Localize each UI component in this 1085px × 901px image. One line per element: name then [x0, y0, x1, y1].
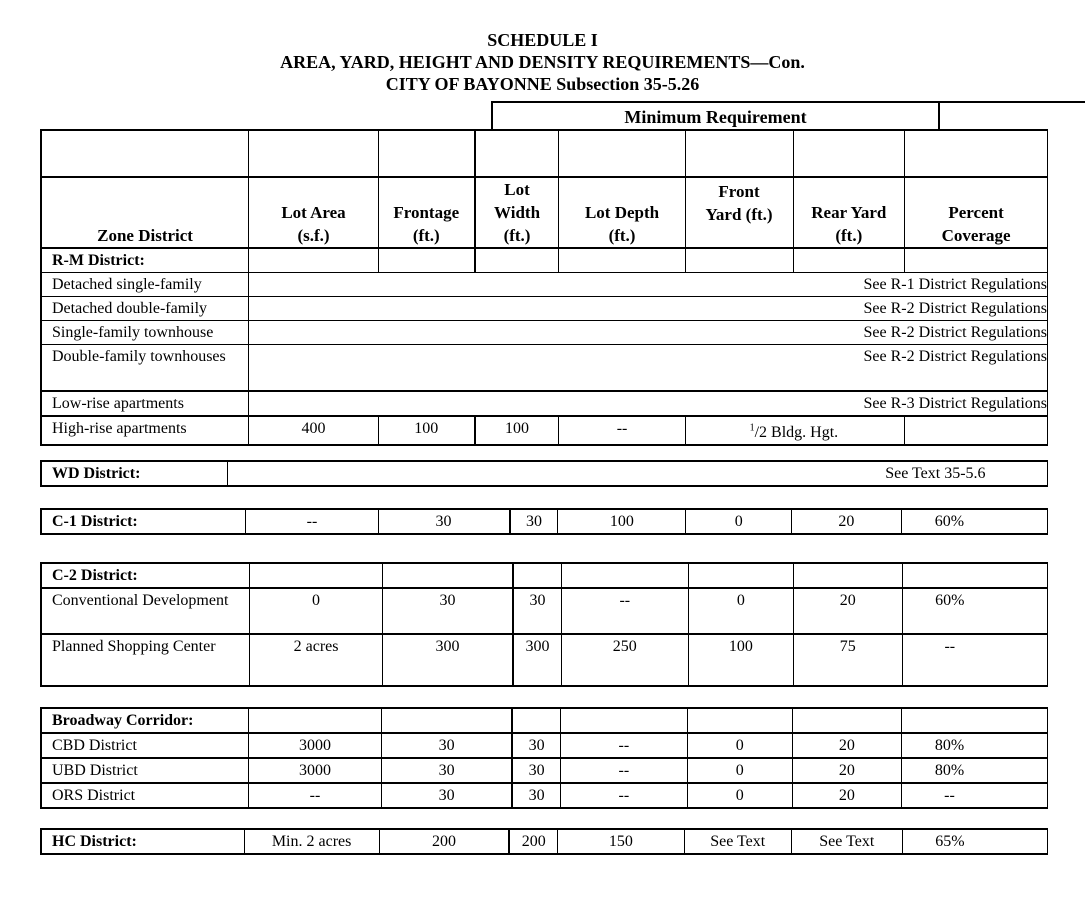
table-row [41, 563, 1048, 588]
table-row [41, 588, 1048, 634]
rear-yard-value: 20 [792, 783, 901, 808]
lot-depth-value: -- [560, 783, 687, 808]
lot-depth-value: -- [561, 588, 688, 634]
table-row [41, 758, 1048, 783]
table-row [41, 829, 1048, 854]
column-header-row [41, 177, 1048, 248]
schedule-subtitle: AREA, YARD, HEIGHT AND DENSITY REQUIREMENTS—Con. [280, 52, 805, 72]
lot-width-value: 30 [510, 509, 558, 534]
coverage-value: -- [902, 783, 1048, 808]
schedule-city: CITY OF BAYONNE Subsection 35-5.26 [385, 74, 700, 94]
c1-district-title: C-1 District: [41, 509, 246, 534]
coverage-value: -- [902, 634, 1047, 686]
row-label: Detached single-family [41, 273, 249, 297]
rear-yard-value: 20 [792, 758, 901, 783]
rear-yard-value: 20 [792, 733, 901, 758]
coverage-value: 60% [901, 509, 1047, 534]
regulation-note: See R-2 District Regulations [249, 297, 1048, 321]
col-lot-width: Lot Width (ft.) [475, 177, 559, 248]
coverage-value: 80% [902, 758, 1048, 783]
c2-district-table [40, 562, 1048, 687]
col-lot-depth: Lot Depth (ft.) [559, 177, 685, 248]
col-front-yard: Front Yard (ft.) [685, 177, 793, 248]
hc-district-table [40, 828, 1048, 855]
schedule-title: SCHEDULE I [487, 30, 598, 50]
lot-area-value: 0 [250, 588, 383, 634]
col-zone-district: Zone District [41, 177, 249, 248]
frontage-value: 30 [381, 758, 512, 783]
regulation-note: See R-1 District Regulations [249, 273, 1048, 297]
lot-depth-value: 150 [558, 829, 684, 854]
rear-yard-value: 20 [794, 588, 903, 634]
lot-area-value: 400 [249, 416, 379, 445]
frontage-value: 30 [382, 588, 513, 634]
table-row [41, 345, 1048, 391]
front-yard-value: 0 [687, 758, 792, 783]
rear-yard-value: 20 [791, 509, 901, 534]
frontage-value: 30 [381, 783, 512, 808]
table-row [41, 416, 1048, 445]
row-label: ORS District [41, 783, 249, 808]
frontage-value: 100 [378, 416, 474, 445]
lot-width-value: 30 [512, 733, 560, 758]
table-row [41, 509, 1048, 534]
front-yard-value: 0 [687, 733, 792, 758]
row-label: Planned Shopping Center [41, 634, 250, 686]
front-yard-value: 0 [688, 588, 793, 634]
frontage-value: 200 [379, 829, 509, 854]
row-label: CBD District [41, 733, 249, 758]
table-row [41, 733, 1048, 758]
lot-area-value: 3000 [249, 758, 382, 783]
col-frontage: Frontage (ft.) [378, 177, 474, 248]
lot-depth-value: -- [560, 733, 687, 758]
lot-width-value: 30 [512, 783, 560, 808]
lot-depth-value: 250 [561, 634, 688, 686]
row-label: Single-family townhouse [41, 321, 249, 345]
c2-district-title: C-2 District: [41, 563, 250, 588]
front-yard-value: See Text [684, 829, 791, 854]
rm-district-title: R-M District: [41, 248, 249, 273]
minimum-requirement-header: Minimum Requirement [491, 101, 940, 130]
coverage-value: 80% [902, 733, 1048, 758]
col-rear-yard: Rear Yard (ft.) [793, 177, 905, 248]
front-yard-value: 0 [687, 783, 792, 808]
coverage-value: 60% [902, 588, 1047, 634]
table-row [41, 297, 1048, 321]
rear-yard-value: 75 [794, 634, 903, 686]
rear-yard-value: See Text [791, 829, 902, 854]
c1-district-table [40, 508, 1048, 535]
col-lot-area: Lot Area (s.f.) [249, 177, 379, 248]
lot-depth-value: 100 [558, 509, 686, 534]
table-row [41, 708, 1048, 733]
lot-width-value: 200 [509, 829, 557, 854]
regulation-note: See R-2 District Regulations [249, 345, 1048, 391]
lot-area-value: Min. 2 acres [244, 829, 379, 854]
blank-header-row [41, 130, 1048, 177]
front-yard-value: $^1$/2 Bldg. Hgt. [685, 416, 905, 445]
table-row [41, 461, 1048, 486]
lot-width-value: 30 [513, 588, 561, 634]
rm-district-table [40, 129, 1048, 446]
wd-district-title: WD District: [41, 461, 228, 486]
coverage-value: 65% [902, 829, 1047, 854]
table-row [41, 321, 1048, 345]
lot-width-value: 100 [475, 416, 559, 445]
table-row [41, 248, 1048, 273]
row-label: UBD District [41, 758, 249, 783]
frontage-value: 30 [381, 733, 512, 758]
lot-width-value: 300 [513, 634, 561, 686]
frontage-value: 300 [382, 634, 513, 686]
table-row [41, 783, 1048, 808]
wd-district-table [40, 460, 1048, 487]
broadway-corridor-table [40, 707, 1048, 809]
regulation-note: See R-2 District Regulations [249, 321, 1048, 345]
frontage-value: 30 [378, 509, 510, 534]
lot-area-value: 3000 [249, 733, 382, 758]
table-row [41, 273, 1048, 297]
table-row [41, 391, 1048, 416]
lot-area-value: -- [249, 783, 382, 808]
regulation-note: See R-3 District Regulations [249, 391, 1048, 416]
hc-district-title: HC District: [41, 829, 244, 854]
front-yard-value: 100 [688, 634, 793, 686]
broadway-corridor-title: Broadway Corridor: [41, 708, 249, 733]
row-label: High-rise apartments [41, 416, 249, 445]
row-label: Double-family townhouses [41, 345, 249, 391]
lot-depth-value: -- [559, 416, 685, 445]
row-label: Low-rise apartments [41, 391, 249, 416]
lot-depth-value: -- [560, 758, 687, 783]
lot-area-value: 2 acres [250, 634, 383, 686]
wd-note: See Text 35-5.6 [228, 461, 1048, 486]
col-percent-coverage: Percent Coverage [905, 177, 1048, 248]
row-label: Detached double-family [41, 297, 249, 321]
table-row [41, 634, 1048, 686]
front-yard-value: 0 [686, 509, 792, 534]
lot-width-value: 30 [512, 758, 560, 783]
lot-area-value: -- [246, 509, 378, 534]
row-label: Conventional Development [41, 588, 250, 634]
